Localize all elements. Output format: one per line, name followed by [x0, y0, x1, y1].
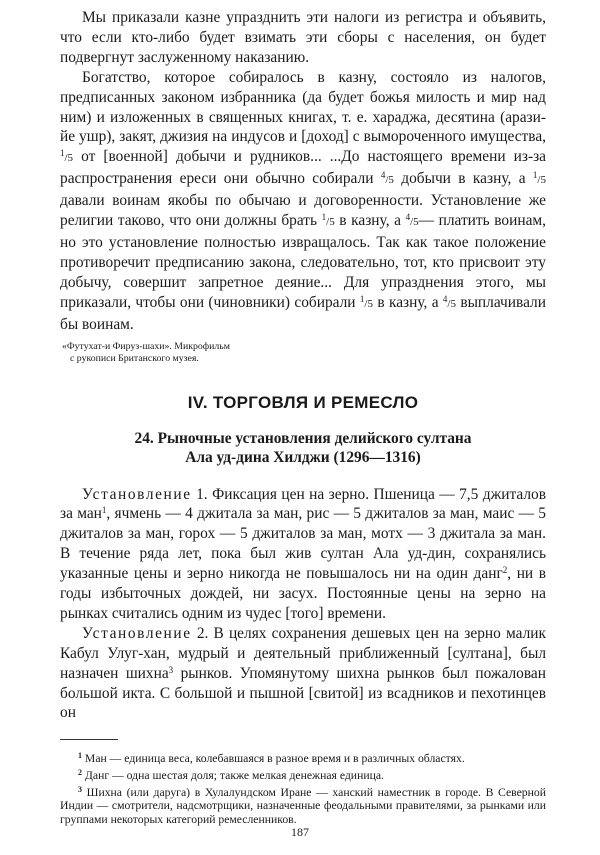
- text-span: от [военной] добычи и рудников... ...До настоящего времени из-за распространения ереси они обычно собирали: [60, 148, 546, 188]
- fraction-one-fifth: $^1$/5: [60, 148, 74, 165]
- text-span: в казну, а: [339, 212, 401, 230]
- fraction-one-fifth: $^1$/5: [359, 293, 373, 310]
- footnote-number: 2: [78, 767, 82, 777]
- fraction-four-fifths: $^4$/5: [442, 293, 456, 310]
- paragraph-treasury-wealth: [60, 68, 546, 335]
- footnote-text: Шихна (или даруга) в Хулалундском Иране — ханский наместник в городе. В Северной Индии — смотрители, надсмотрщики, назначенные феодальными правителями, за рынками или группами некоторых категорий ремесленников.: [60, 785, 547, 826]
- footnote-text: Данг — одна шестая доля; также мелкая денежная единица.: [84, 768, 384, 782]
- text-span: 1. Фиксация цен на зерно. Пшеница — 7,5 джиталов за ман: [60, 485, 546, 523]
- regulation-label: Установление: [82, 624, 192, 642]
- footnote-ref-1: 1: [101, 505, 107, 516]
- footnotes: [60, 749, 546, 826]
- text-span: добычи в казну, а: [401, 170, 526, 188]
- regulation-label: Установление: [82, 485, 192, 503]
- fraction-four-fifths: $^4$/5: [405, 212, 419, 229]
- footnote-number: 3: [78, 784, 82, 794]
- footnote-ref-3: 3: [168, 664, 174, 675]
- fraction-one-fifth: $^1$/5: [321, 212, 335, 229]
- page-number: 187: [291, 825, 309, 839]
- footnote-number: 1: [78, 751, 82, 761]
- document-title: [60, 429, 546, 467]
- text-span: 2. В целях сохранения дешевых цен на зерно малик Кабул Улуг-хан, мудрый и деятельный приближенный [султана], был назначен шихна: [60, 624, 546, 682]
- source-line-1: «Футухат-и Фируз-шахи». Микрофильм: [62, 340, 230, 352]
- text-span: , ячмень — 4 джитала за ман, рис — 5 джиталов за ман, маис — 5 джиталов за ман, горох — 5 джиталов за ман, мотх — 3 джитала за ман. В течение ряда лет, пока был жив султан Ала уд-дин, сохранялись указанные цены и зерно никогда не повышалось ни на один данг: [60, 505, 546, 583]
- paragraph-taxes-abolished: Мы приказали казне упразднить эти налоги из регистра и объявить, что если кто-либо будет взимать эти сборы с населения, он будет подвергнут заслуженному наказанию.: [60, 9, 546, 66]
- document-title-line-1: 24. Рыночные установления делийского султана: [134, 429, 472, 447]
- text-span: давали воинам якобы по обычаю и договоренности. Установление же религии таково, что они должны брать: [60, 192, 546, 230]
- footnote-ref-2: 2: [502, 565, 508, 576]
- text-span: , ни в годы избыточных дождей, ни засух. Постоянные цены на зерно на рынках считались одним из чудес [того] времени.: [60, 565, 546, 622]
- page: [60, 8, 546, 826]
- footnote-3: [60, 783, 546, 827]
- source-line-2: с рукописи Британского музея.: [70, 352, 199, 364]
- section-heading: IV. ТОРГОВЛЯ И РЕМЕСЛО: [187, 392, 419, 412]
- text-span: рынков. Упомянутому шихна рынков был пожалован большой икта. С большой и пышной [свитой] из всадников и пехотинцев он: [60, 664, 546, 722]
- text-span: в казну, а: [377, 293, 439, 311]
- footnote-text: Ман — единица веса, колебавшаяся в разное время и в различных областях.: [84, 752, 465, 766]
- footnote-2: [60, 766, 546, 783]
- paragraph-regulation-2: [60, 624, 546, 724]
- fraction-four-fifths: $^4$/5: [380, 170, 394, 187]
- document-title-line-2: Ала уд-дина Хилджи (1296—1316): [185, 448, 421, 466]
- footnote-1: [60, 749, 546, 766]
- text-span: — платить воинам, но это установление полностью извращалось. Так как такое положение противоречит предписанию закона, следовательно, тот, кто присвоит эту добычу, совершит запретное деяние... Для упразднения этого, мы приказали, чтобы они (чиновники) собирали: [60, 212, 546, 311]
- source-citation: [60, 341, 546, 365]
- text-span: Богатство, которое собиралось в казну, состояло из налогов, предписанных законом избранника (да будет божья милость и мир над ним) и изложенных в священных книгах, т. е. хараджа, десятина (арази-йе ушр), закят, джизия на индусов и [доход] с вымороченного имущества,: [60, 68, 546, 146]
- paragraph-regulation-1: [60, 485, 546, 624]
- fraction-one-fifth: $^1$/5: [532, 170, 546, 187]
- text-span: выплачивали бы воинам.: [60, 293, 546, 333]
- footnote-divider: [60, 739, 118, 740]
